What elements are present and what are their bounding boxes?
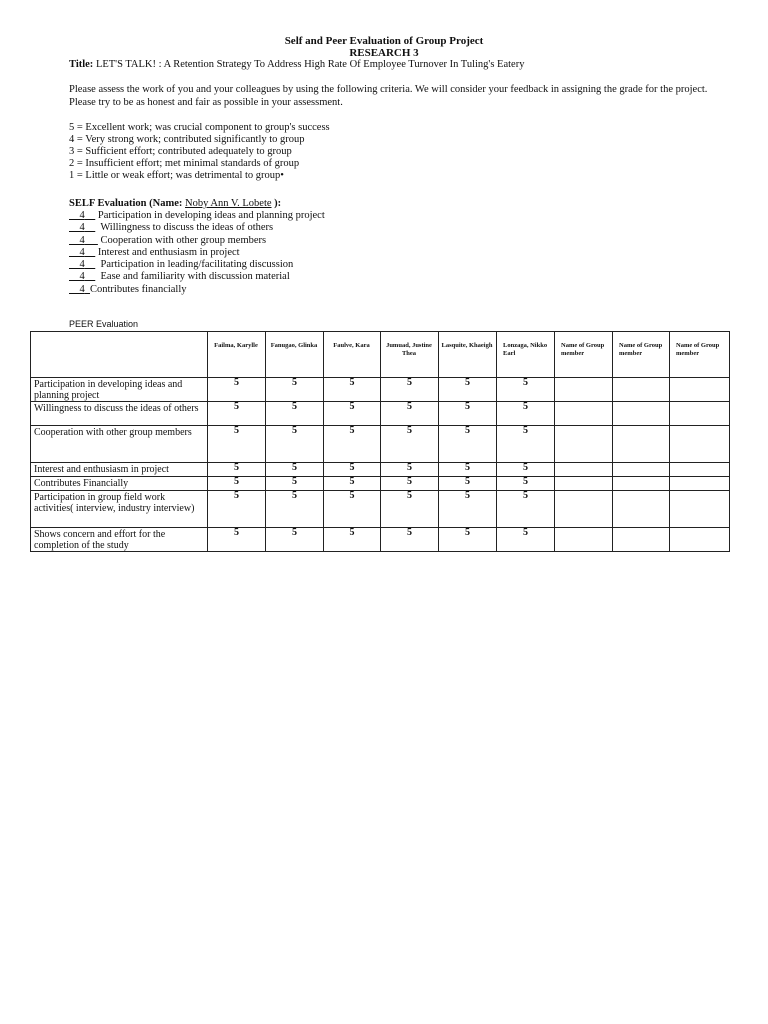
table-header-row [31,332,730,378]
criterion-cell: Interest and enthusiasm in project [31,463,208,477]
score-cell [555,477,613,491]
criterion-cell: Shows concern and effort for the completion of the study [31,528,208,552]
self-score: 4 [79,222,85,234]
score-cell [613,426,670,463]
score-cell: 5 [324,378,381,402]
score-cell [613,528,670,552]
member-header: Name of Group member [555,332,613,378]
table-row [31,426,730,463]
self-evaluation-heading [69,198,281,209]
score-cell: 5 [381,477,439,491]
score-cell: 5 [324,491,381,528]
score-cell: 5 [208,477,266,491]
member-header: Lonzaga, Nikko Earl [497,332,555,378]
score-cell [670,426,730,463]
self-item [69,235,325,247]
member-header: Lasquite, Khaeigh [439,332,497,378]
score-cell: 5 [208,491,266,528]
score-cell: 5 [381,463,439,477]
document-subtitle: RESEARCH 3 [349,47,419,59]
score-cell [613,402,670,426]
self-heading-prefix: SELF Evaluation (Name: [69,198,185,209]
criterion-cell: Cooperation with other group members [31,426,208,463]
score-cell: 5 [266,477,324,491]
self-item-label: Contributes financially [90,283,187,295]
score-cell: 5 [497,378,555,402]
score-cell: 5 [208,402,266,426]
self-item-label: Interest and enthusiasm in project [97,246,240,258]
member-header: Failma, Karylle [208,332,266,378]
member-header: Name of Group member [670,332,730,378]
score-cell: 5 [439,528,497,552]
score-cell: 5 [324,528,381,552]
table-row [31,477,730,491]
score-cell [555,402,613,426]
score-cell: 5 [324,477,381,491]
self-score: 4 [79,259,85,271]
self-evaluator-name: Noby Ann V. Lobete [185,198,272,209]
score-cell: 5 [439,463,497,477]
score-cell [613,491,670,528]
score-cell [613,463,670,477]
member-header: Name of Group member [613,332,670,378]
table-row [31,491,730,528]
criterion-3: 3 = Sufficient effort; contributed adequately to group [69,146,292,157]
member-header: Faulve, Kara [324,332,381,378]
score-cell: 5 [208,378,266,402]
score-cell: 5 [439,426,497,463]
self-item-label: Participation in leading/facilitating discussion [100,259,294,271]
criterion-cell: Contributes Financially [31,477,208,491]
member-header: Jumuad, Justine Thea [381,332,439,378]
criterion-2: 2 = Insufficient effort; met minimal standards of group [69,158,300,169]
score-cell [670,528,730,552]
self-score: 4 [79,246,85,258]
table-row [31,463,730,477]
self-item [69,259,325,271]
self-item [69,284,325,296]
self-item-label: Participation in developing ideas and planning project [97,210,325,221]
score-cell [670,378,730,402]
score-cell: 5 [497,463,555,477]
criterion-4: 4 = Very strong work; contributed significantly to group [69,134,305,145]
table-row [31,528,730,552]
score-cell: 5 [208,528,266,552]
score-cell [555,378,613,402]
score-cell: 5 [266,528,324,552]
score-cell [555,426,613,463]
score-cell [613,378,670,402]
score-cell: 5 [497,402,555,426]
self-item-label: Willingness to discuss the ideas of others [100,222,274,234]
score-cell: 5 [266,491,324,528]
score-cell: 5 [208,426,266,463]
project-title-label: Title: [69,59,94,70]
project-title [69,59,524,70]
self-score: 4 [79,283,85,295]
self-evaluation-list [69,210,325,296]
project-title-text: LET'S TALK! : A Retention Strategy To Address High Rate Of Employee Turnover In Tuling's Eatery [95,59,525,70]
self-item [69,210,325,222]
criterion-5: 5 = Excellent work; was crucial component to group's success [69,122,330,133]
score-cell [555,528,613,552]
score-cell: 5 [497,528,555,552]
score-cell: 5 [208,463,266,477]
instructions-paragraph: Please assess the work of you and your colleagues by using the following criteria. We will consider your feedback in assigning the grade for the project. Please try to be as honest and fair as possible in your assessment. [69,84,708,108]
rating-criteria-list [69,122,330,182]
score-cell [670,463,730,477]
score-cell: 5 [324,426,381,463]
criterion-cell: Participation in developing ideas and planning project [31,378,208,402]
self-item [69,222,325,234]
score-cell: 5 [324,402,381,426]
score-cell: 5 [497,426,555,463]
score-cell [670,491,730,528]
criterion-1: 1 = Little or weak effort; was detrimental to group• [69,170,284,181]
document-title: Self and Peer Evaluation of Group Project [284,35,484,47]
criterion-cell: Willingness to discuss the ideas of others [31,402,208,426]
score-cell: 5 [439,402,497,426]
score-cell: 5 [439,491,497,528]
score-cell [613,477,670,491]
self-score: 4 [79,210,85,221]
self-item-label: Ease and familiarity with discussion material [100,271,290,283]
score-cell [670,402,730,426]
self-score: 4 [79,271,85,283]
score-cell: 5 [266,378,324,402]
score-cell: 5 [266,463,324,477]
score-cell [555,463,613,477]
score-cell: 5 [324,463,381,477]
score-cell: 5 [381,426,439,463]
peer-evaluation-table [30,331,730,552]
self-heading-suffix: ): [271,198,282,209]
self-score: 4 [79,234,85,246]
self-item [69,271,325,283]
peer-evaluation-label: PEER Evaluation [69,319,139,329]
score-cell: 5 [439,477,497,491]
criterion-cell: Participation in group field work activities( interview, industry interview) [31,491,208,528]
self-item-label: Cooperation with other group members [100,234,267,246]
score-cell: 5 [381,528,439,552]
table-row [31,402,730,426]
self-item [69,247,325,259]
score-cell: 5 [381,378,439,402]
score-cell: 5 [381,491,439,528]
score-cell: 5 [381,402,439,426]
score-cell: 5 [266,426,324,463]
score-cell: 5 [439,378,497,402]
score-cell [670,477,730,491]
table-row [31,378,730,402]
member-header: Fanugao, Glinka [266,332,324,378]
score-cell: 5 [497,477,555,491]
criterion-header [31,332,208,378]
score-cell: 5 [266,402,324,426]
score-cell: 5 [497,491,555,528]
score-cell [555,491,613,528]
